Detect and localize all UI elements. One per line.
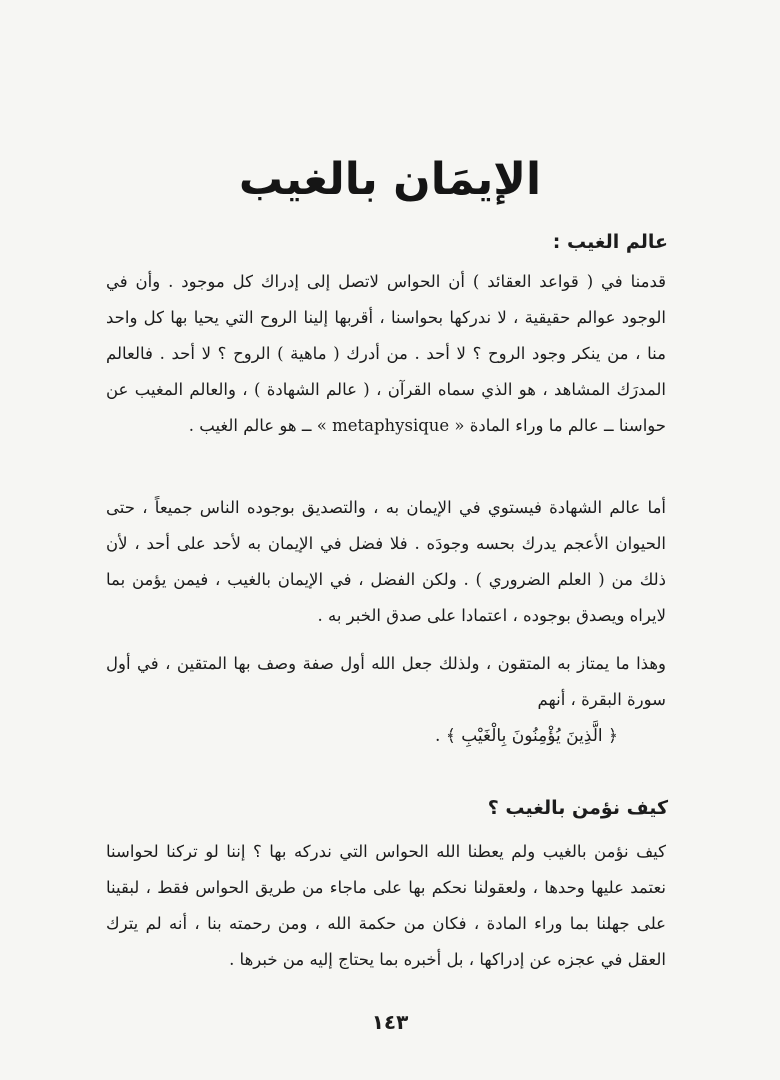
section-body-pious [106, 646, 666, 754]
section-body-faith [106, 490, 666, 634]
quran-verse: ﴿ الَّذِينَ يُؤْمِنُونَ بِالْغَيْبِ ﴾ . [435, 726, 618, 746]
section-heading-how-believe: كيف نؤمن بالغيب ؟ [487, 797, 668, 819]
page-title: الإيمَان بالغيب [238, 154, 542, 205]
section-body-how-believe [106, 834, 666, 978]
paragraph: كيف نؤمن بالغيب ولم يعطنا الله الحواس التي ندركه بها ؟ إننا لو تركنا لحواسنا نعتمد عليها وحدها ، ولعقولنا نحكم بها على ماجاء من طريق الحواس فقط ، لبقينا على جهلنا بما وراء المادة ، فكان من حكمة الله ، ومن رحمته بنا ، أنه لم يترك العقل في عجزه عن إدراكها ، بل أخبره بما يحتاج إليه من خبرها . [106, 842, 666, 969]
section-heading-world-of-unseen: عالم الغيب : [552, 231, 668, 253]
section-body-world-of-unseen [106, 264, 666, 444]
page-number: ١٤٣ [371, 1010, 409, 1034]
paragraph: قدمنا في ( قواعد العقائد ) أن الحواس لاتصل إلى إدراك كل موجود . وأن في الوجود عوالم حقيقية ، لا ندركها بحواسنا ، أقربها إلينا الروح التي يحيا بها كل واحد منا ، من ينكر وجود الروح ؟ لا أحد . من أدرك ( ماهية ) الروح ؟ لا أحد . فالعالم المدرَك المشاهد ، هو الذي سماه القرآن ، ( عالم الشهادة ) ، والعالم المغيب عن حواسنا ــ عالم ما وراء المادة « metaphysique » ــ هو عالم الغيب . [106, 272, 666, 435]
paragraph: أما عالم الشهادة فيستوي في الإيمان به ، والتصديق بوجوده الناس جميعاً ، حتى الحيوان الأعجم يدرك بحسه وجودَه . فلا فضل في الإيمان به لأحد على أحد ، لأن ذلك من ( العلم الضروري ) . ولكن الفضل ، في الإيمان بالغيب ، فيمن يؤمن بما لايراه ويصدق بوجوده ، اعتمادا على صدق الخبر به . [106, 498, 666, 625]
paragraph: وهذا ما يمتاز به المتقون ، ولذلك جعل الله أول صفة وصف بها المتقين ، في أول سورة البقرة ، أنهم [106, 654, 666, 709]
